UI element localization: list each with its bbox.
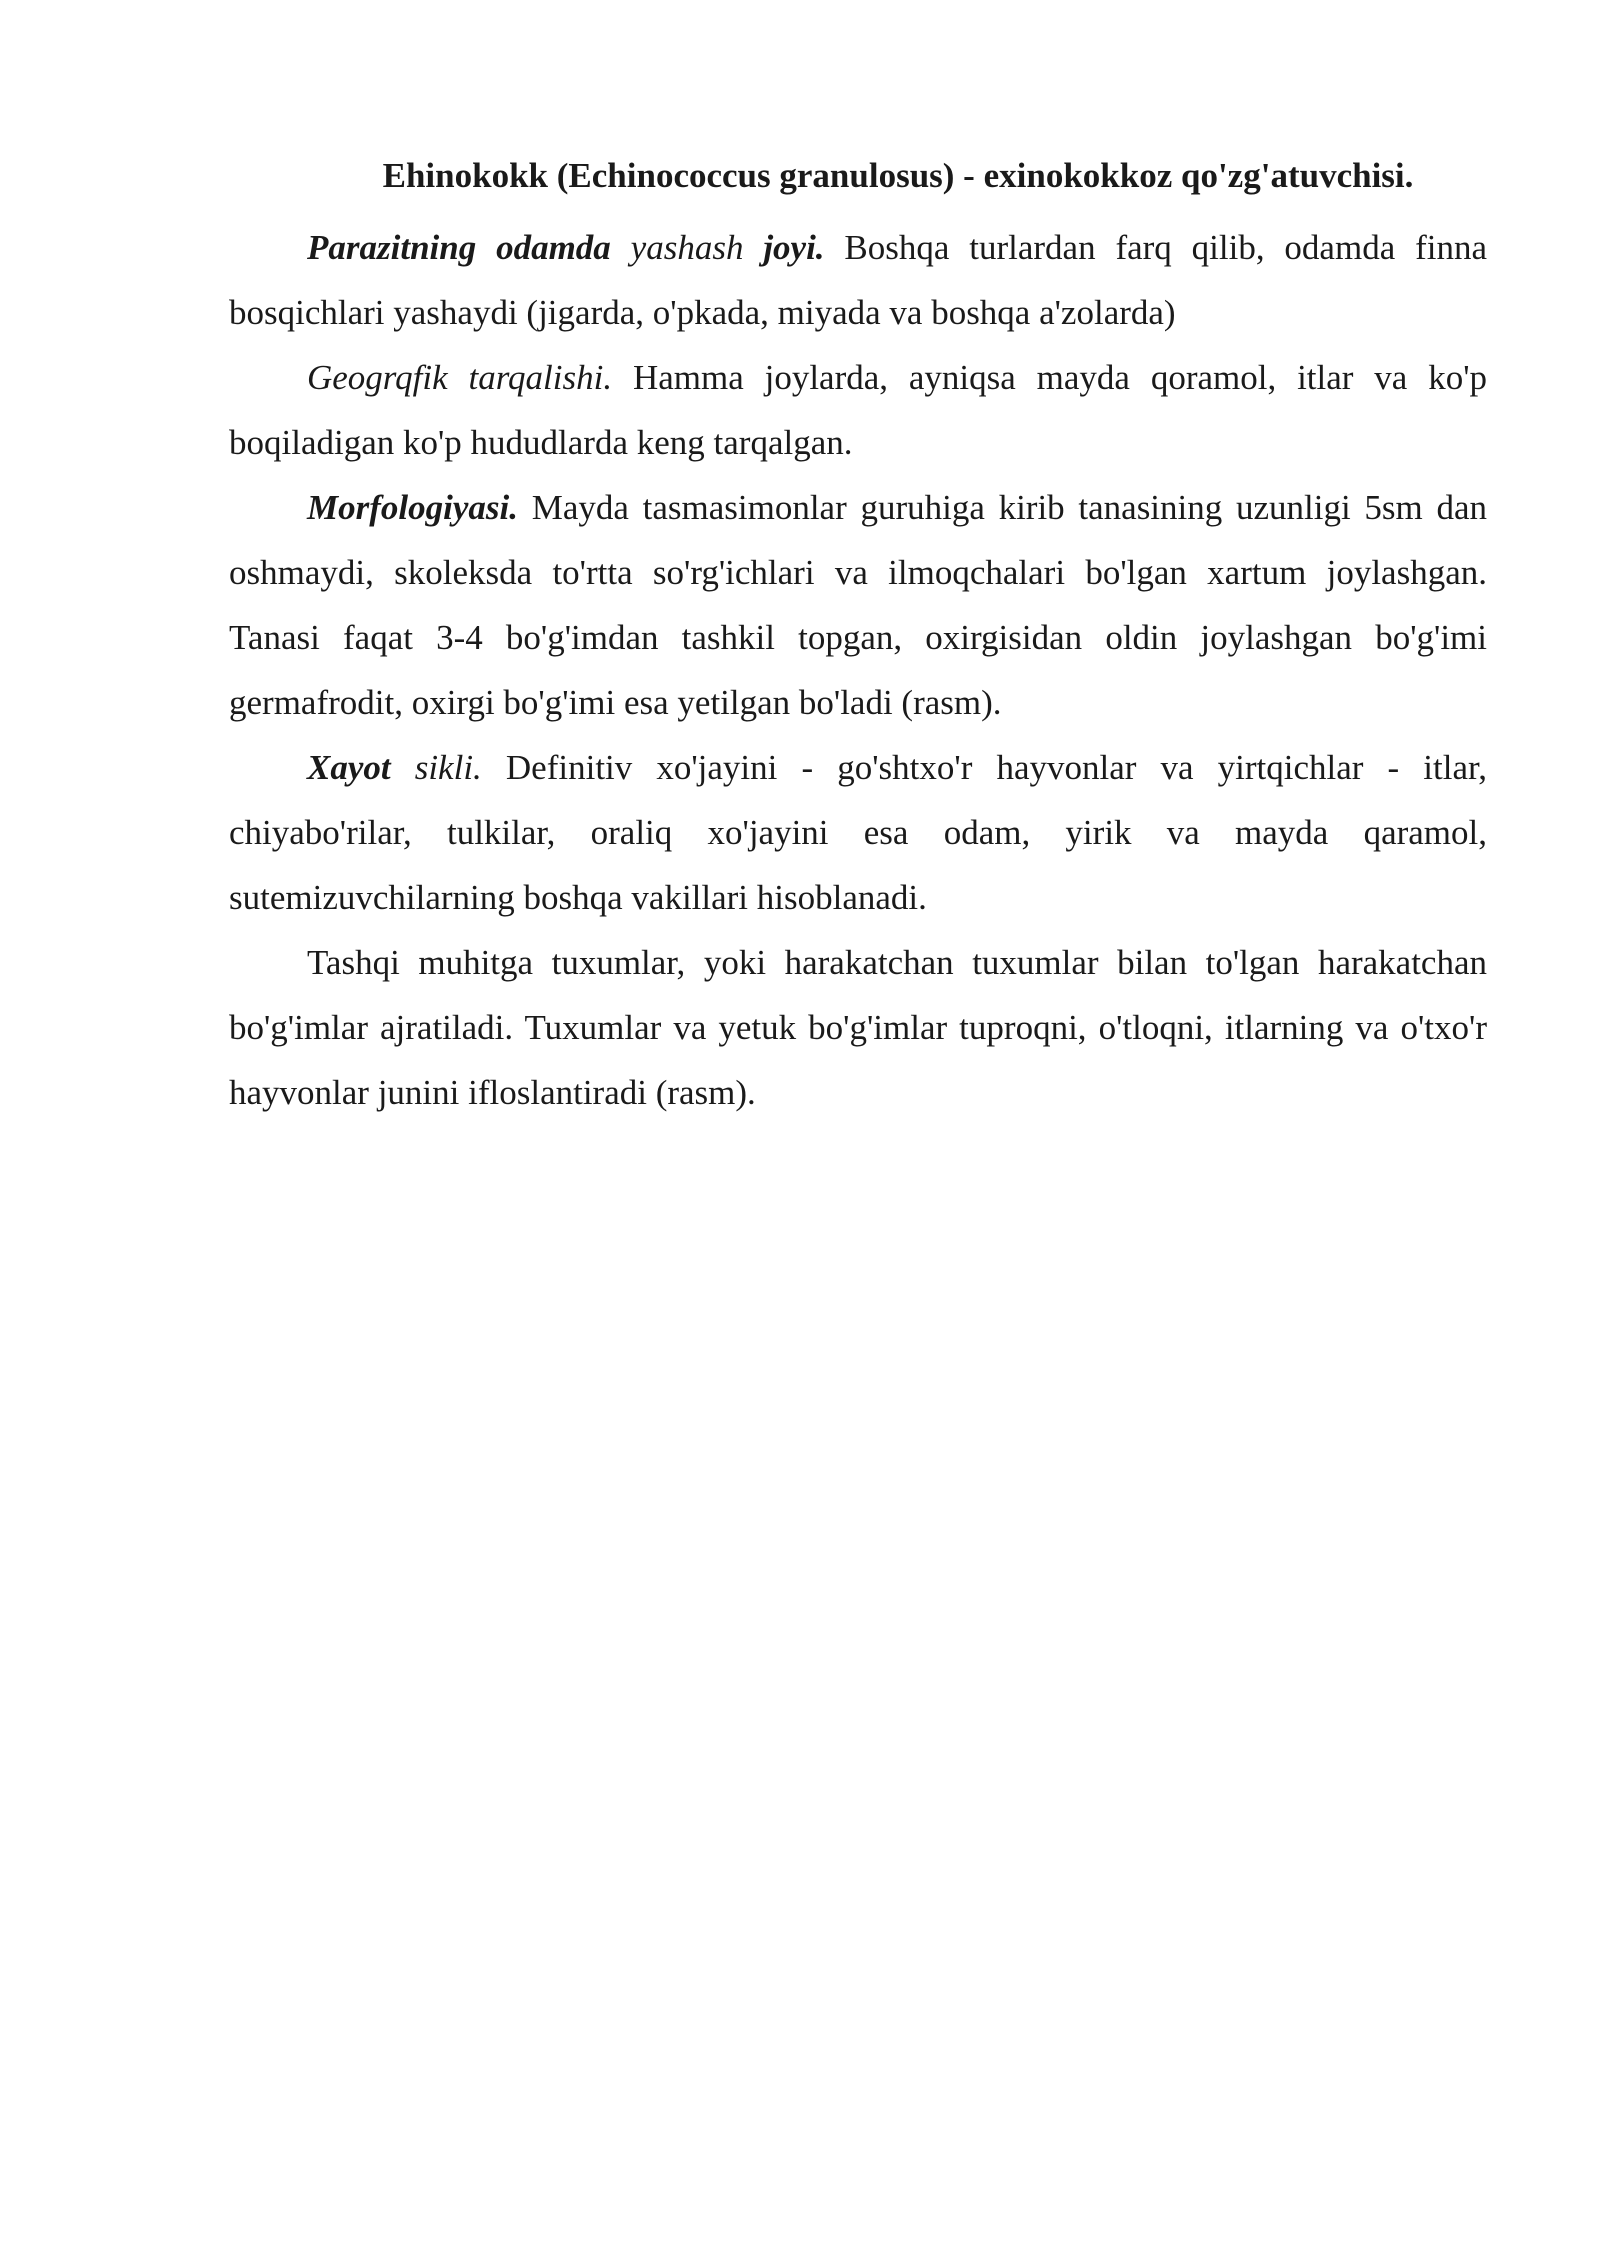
paragraph-heading: Xayot [307, 748, 391, 787]
document-body [229, 150, 1487, 1125]
paragraph-heading-italic: yashash [610, 228, 764, 267]
paragraph-heading: Parazitning odamda [307, 228, 611, 267]
paragraph-text: Mayda tasmasimonlar guruhiga kirib tanasining uzunligi 5sm dan oshmaydi, skoleksda to'rtta so'rg'ichlari va ilmoqchalari bo'lgan xartum joylashgan. Tanasi faqat 3-4 bo'g'imdan tashkil topgan, oxirgisidan oldin joylashgan bo'g'imi germafrodit, oxirgi bo'g'imi esa yetilgan bo'ladi (rasm). [229, 488, 1487, 722]
paragraph-text: Tashqi muhitga tuxumlar, yoki harakatchan tuxumlar bilan to'lgan harakatchan bo'g'imlar ajratiladi. Tuxumlar va yetuk bo'g'imlar tuproqni, o'tloqni, itlarning va o'txo'r hayvonlar junini ifloslantiradi (rasm). [229, 943, 1487, 1112]
document-title: Ehinokokk (Echinococcus granulosus) - exinokokkoz qo'zg'atuvchisi. [382, 156, 1414, 195]
paragraph-eggs [229, 930, 1487, 1125]
paragraph-heading: Geogrqfik tarqalishi. [307, 358, 613, 397]
paragraph-text: Boshqa turlardan farq qilib, odamda finna bosqichlari yashaydi (jigarda, o'pkada, miyada va boshqa a'zolarda) [229, 228, 1487, 332]
title-spacer [229, 202, 1487, 215]
paragraph-heading-italic: sikli. [390, 748, 482, 787]
paragraph-text: Definitiv xo'jayini - go'shtxo'r hayvonlar va yirtqichlar - itlar, chiyabo'rilar, tulkilar, oraliq xo'jayini esa odam, yirik va mayda qaramol, sutemizuvchilarning boshqa vakillari hisoblanadi. [229, 748, 1487, 917]
paragraph-geography [229, 345, 1487, 475]
paragraph-morphology [229, 475, 1487, 735]
paragraph-heading-end: joyi. [763, 228, 825, 267]
paragraph-life-cycle [229, 735, 1487, 930]
paragraph-habitat [229, 215, 1487, 345]
paragraph-heading: Morfologiyasi. [307, 488, 518, 527]
paragraph-text: Hamma joylarda, ayniqsa mayda qoramol, itlar va ko'p boqiladigan ko'p hududlarda keng tarqalgan. [229, 358, 1487, 462]
